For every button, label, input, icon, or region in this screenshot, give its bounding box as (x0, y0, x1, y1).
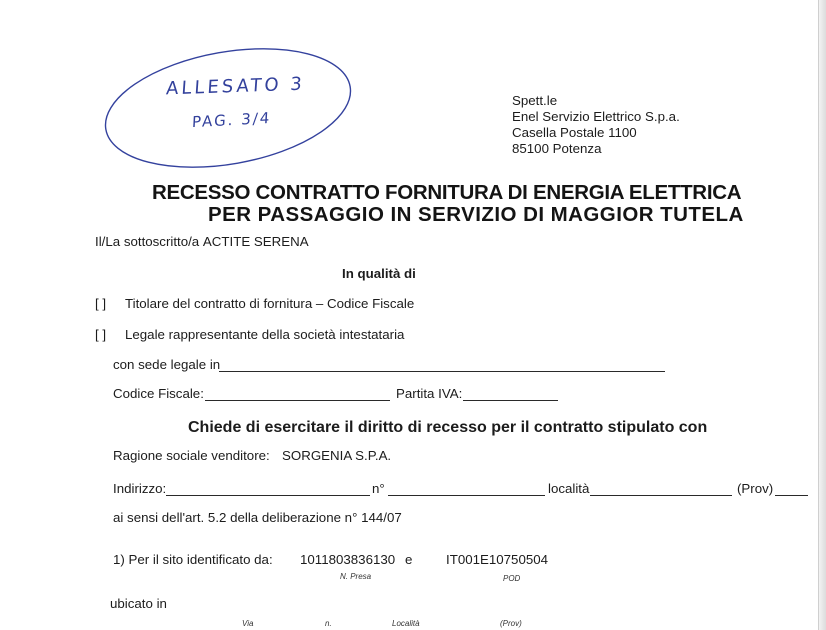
vat-blank-line (463, 400, 558, 401)
document-title-line2: PER PASSAGGIO IN SERVIZIO DI MAGGIOR TUTELA (208, 203, 744, 226)
location-label: ubicato in (110, 596, 167, 611)
recipient-address (512, 93, 680, 157)
city-caption: Località (392, 619, 420, 628)
registered-office-label: con sede legale in (113, 357, 221, 372)
presa-number: 1011803836130 (300, 552, 396, 567)
presa-caption: N. Presa (340, 572, 372, 581)
province-blank-line (775, 495, 808, 496)
street-blank-line (166, 495, 370, 496)
tax-code-label: Codice Fiscale: (113, 386, 204, 401)
pod-caption: POD (503, 574, 521, 583)
document-title-line1: RECESSO CONTRATTO FORNITURA DI ENERGIA ELETTRICA (152, 181, 742, 204)
province-caption: (Prov) (500, 619, 522, 628)
legal-reference: ai sensi dell'art. 5.2 della deliberazione n° 144/07 (113, 510, 402, 525)
seller-label: Ragione sociale venditore: (113, 448, 270, 463)
recipient-company: Enel Servizio Elettrico S.p.a. (512, 109, 680, 124)
province-label: (Prov) (737, 481, 774, 496)
street-caption: Via (242, 619, 254, 628)
tax-code-blank-line (205, 400, 390, 401)
capacity-option-checkbox: [ ] (95, 296, 107, 311)
capacity-heading: In qualità di (342, 266, 416, 281)
handwritten-annotation-line1: ALLESATO 3 (165, 73, 306, 100)
capacity-option-label: Legale rappresentante della società intestataria (125, 327, 405, 342)
city-blank-line (590, 495, 732, 496)
site-label: 1) Per il sito identificato da: (113, 552, 273, 567)
registered-office-blank-line (219, 371, 665, 372)
signatory-line (95, 234, 309, 250)
recipient-salutation: Spett.le (512, 93, 558, 108)
signatory-label: Il/La sottoscritto/a (95, 234, 200, 249)
capacity-option-checkbox: [ ] (95, 327, 107, 342)
vat-label: Partita IVA: (396, 386, 463, 401)
number-label: n° (372, 481, 385, 496)
request-heading: Chiede di esercitare il diritto di recesso per il contratto stipulato con (188, 419, 708, 436)
signatory-name: ACTITE SERENA (202, 234, 309, 249)
site-conjunction: e (405, 552, 413, 567)
number-blank-line (388, 495, 545, 496)
city-label: località (548, 481, 590, 496)
recipient-po-box: Casella Postale 1100 (512, 125, 637, 140)
scan-edge (818, 0, 826, 630)
recipient-city: 85100 Potenza (512, 141, 602, 156)
street-label: Indirizzo: (113, 481, 167, 496)
seller-name: SORGENIA S.P.A. (282, 448, 392, 463)
number-caption: n. (325, 619, 332, 628)
handwritten-annotation-line2: PAG. 3/4 (191, 108, 272, 132)
capacity-option-label: Titolare del contratto di fornitura – Codice Fiscale (125, 296, 415, 311)
handwritten-circle (0, 0, 400, 200)
pod-code: IT001E10750504 (446, 552, 549, 567)
